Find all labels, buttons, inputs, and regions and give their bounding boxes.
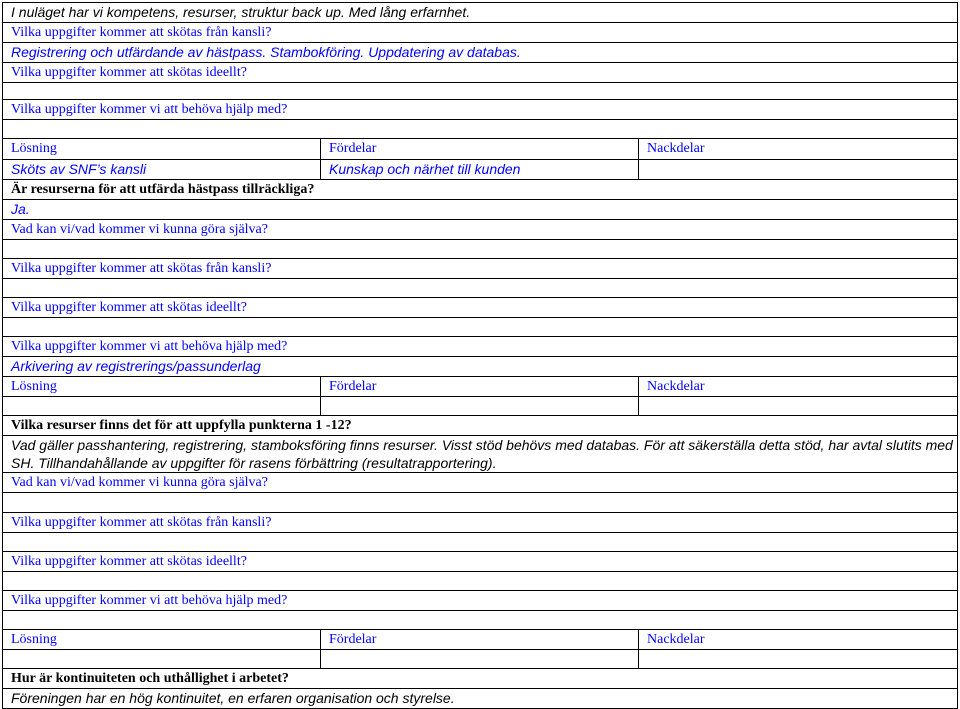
table-row <box>3 259 958 279</box>
advantages-cell <box>321 397 639 416</box>
answer-cell <box>3 240 958 259</box>
answer-cell <box>3 611 958 630</box>
disadvantages-cell <box>639 397 958 416</box>
table-row <box>3 139 958 160</box>
table-row <box>3 611 958 630</box>
document-line: Vilka uppgifter kommer vi att behöva hjälp med? <box>3 100 958 120</box>
document-line: Registrering och utfärdande av hästpass. Stambokföring. Uppdatering av databas. <box>3 43 958 63</box>
table-row <box>3 436 958 473</box>
document-line: Vilka uppgifter kommer att skötas från kansli? <box>3 513 958 533</box>
table-row <box>3 83 958 100</box>
answer-cell <box>3 279 958 298</box>
disadvantages-cell <box>639 650 958 669</box>
table-row <box>3 200 958 220</box>
table-row <box>3 43 958 63</box>
solution-cell <box>3 650 321 669</box>
advantages-cell: Kunskap och närhet till kunden <box>321 160 639 180</box>
table-row <box>3 298 958 318</box>
disadvantages-cell <box>639 160 958 180</box>
table-row <box>3 630 958 650</box>
answer-cell <box>3 533 958 552</box>
solution-cell: Lösning <box>3 377 321 397</box>
document-line: Vilka uppgifter kommer att skötas från kansli? <box>3 259 958 279</box>
table-row <box>3 377 958 397</box>
answer-cell <box>3 572 958 591</box>
document-line: Vilka uppgifter kommer att skötas ideellt? <box>3 552 958 572</box>
table-row <box>3 533 958 552</box>
table-row <box>3 220 958 240</box>
answer-cell <box>3 120 958 139</box>
document-line: Är resurserna för att utfärda hästpass tillräckliga? <box>3 180 958 200</box>
advantages-cell: Fördelar <box>321 139 639 160</box>
document-line: Vad kan vi/vad kommer vi kunna göra själva? <box>3 220 958 240</box>
table-row <box>3 669 958 689</box>
table-row <box>3 689 958 709</box>
solution-cell: Lösning <box>3 630 321 650</box>
table-row <box>3 357 958 377</box>
disadvantages-cell: Nackdelar <box>639 139 958 160</box>
document-line: Vilka uppgifter kommer vi att behöva hjälp med? <box>3 591 958 611</box>
document-line: Vilka uppgifter kommer vi att behöva hjälp med? <box>3 337 958 357</box>
document-line: Vilka uppgifter kommer att skötas från kansli? <box>3 23 958 43</box>
table-row <box>3 337 958 357</box>
table-row <box>3 416 958 436</box>
table-row <box>3 100 958 120</box>
table-row <box>3 23 958 43</box>
table-row <box>3 591 958 611</box>
disadvantages-cell: Nackdelar <box>639 377 958 397</box>
document-line: Vilka resurser finns det för att uppfylla punkterna 1 -12? <box>3 416 958 436</box>
answer-cell <box>3 318 958 337</box>
disadvantages-cell: Nackdelar <box>639 630 958 650</box>
table-row <box>3 650 958 669</box>
advantages-cell: Fördelar <box>321 630 639 650</box>
table-row <box>3 552 958 572</box>
document-line: Vad kan vi/vad kommer vi kunna göra själva? <box>3 473 958 493</box>
solution-cell: Lösning <box>3 139 321 160</box>
answer-cell <box>3 493 958 513</box>
document-line: Hur är kontinuiteten och uthållighet i arbetet? <box>3 669 958 689</box>
table-row <box>3 493 958 513</box>
table-row <box>3 397 958 416</box>
solution-cell: Sköts av SNF’s kansli <box>3 160 321 180</box>
table-row <box>3 180 958 200</box>
document-line: Ja. <box>3 200 958 220</box>
document-line: Arkivering av registrerings/passunderlag <box>3 357 958 377</box>
advantages-cell <box>321 650 639 669</box>
document-line: Vilka uppgifter kommer att skötas ideellt? <box>3 298 958 318</box>
table-row <box>3 572 958 591</box>
answer-cell <box>3 83 958 100</box>
document-line: Vilka uppgifter kommer att skötas ideellt? <box>3 63 958 83</box>
table-row <box>3 160 958 180</box>
document-line: I nuläget har vi kompetens, resurser, struktur back up. Med lång erfarnhet. <box>3 3 958 23</box>
table-row <box>3 63 958 83</box>
document-line: Vad gäller passhantering, registrering, stamboksföring finns resurser. Visst stöd behövs med databas. För att säkerställa detta stöd, har avtal slutits med SH. Tillhandahållande av uppgifter för rasens förbättring (resultatrapportering). <box>3 436 958 473</box>
document-table <box>2 2 958 709</box>
document-table-body <box>3 3 958 709</box>
table-row <box>3 318 958 337</box>
advantages-cell: Fördelar <box>321 377 639 397</box>
solution-cell <box>3 397 321 416</box>
table-row <box>3 513 958 533</box>
table-row <box>3 473 958 493</box>
table-row <box>3 240 958 259</box>
table-row <box>3 279 958 298</box>
document-line: Föreningen har en hög kontinuitet, en erfaren organisation och styrelse. <box>3 689 958 709</box>
table-row <box>3 3 958 23</box>
table-row <box>3 120 958 139</box>
